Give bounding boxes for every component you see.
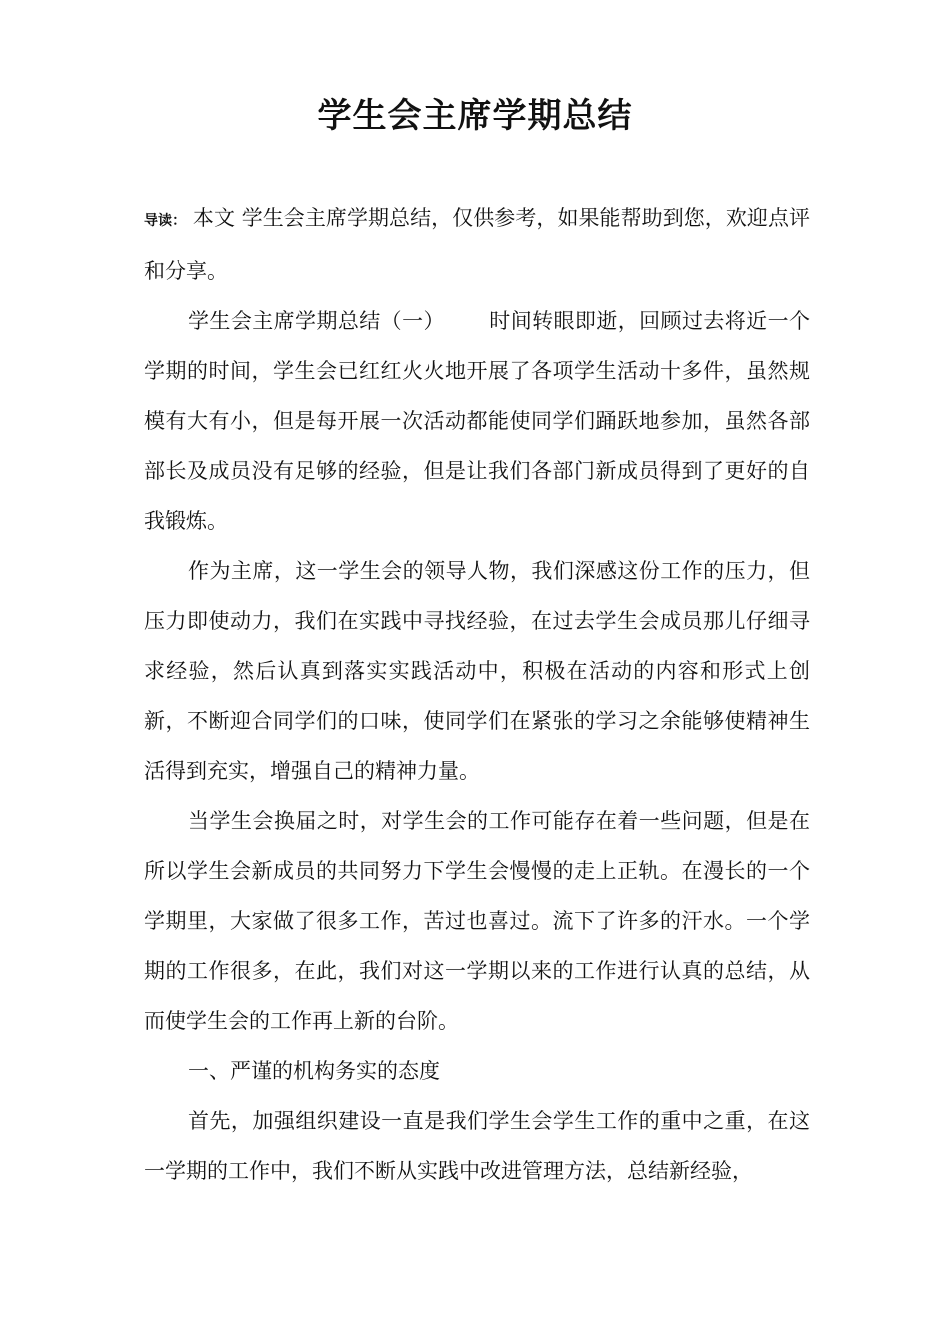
paragraph-1-text: 时间转眼即逝，回顾过去将近一个学期的时间，学生会已红红火火地开展了各项学生活动十多件，虽然规模有大有小，但是每开展一次活动都能使同学们踊跃地参加，虽然各部部长及成员没有足够的经验，但是让我们各部门新成员得到了更好的自我锻炼。 <box>144 309 811 533</box>
lead-label: 导读： <box>144 213 187 229</box>
paragraph-4: 首先，加强组织建设一直是我们学生会学生工作的重中之重，在这一学期的工作中，我们不断从实践中改进管理方法，总结新经验， <box>144 1109 810 1183</box>
paragraph-3: 当学生会换届之时，对学生会的工作可能存在着一些问题，但是在所以学生会新成员的共同努力下学生会慢慢的走上正轨。在漫长的一个学期里，大家做了很多工作，苦过也喜过。流下了许多的汗水。一个学期的工作很多，在此，我们对这一学期以来的工作进行认真的总结，从而使学生会的工作再上新的台阶。 <box>144 809 810 1033</box>
paragraph-2: 作为主席，这一学生会的领导人物，我们深感这份工作的压力，但压力即使动力，我们在实践中寻找经验，在过去学生会成员那儿仔细寻求经验，然后认真到落实实践活动中，积极在活动的内容和形式上创新，不断迎合同学们的口味，使同学们在紧张的学习之余能够使精神生活得到充实，增强自己的精神力量。 <box>144 559 810 783</box>
lead-paragraph <box>144 193 810 296</box>
lead-text: 本文 学生会主席学期总结，仅供参考，如果能帮助到您，欢迎点评和分享。 <box>144 206 810 283</box>
document-body <box>144 193 810 1196</box>
section-heading: 学生会主席学期总结（一） <box>188 309 445 333</box>
subheading-1: 一、严谨的机构务实的态度 <box>188 1059 440 1083</box>
document-title: 学生会主席学期总结 <box>317 96 633 136</box>
paragraph-1 <box>144 296 810 546</box>
